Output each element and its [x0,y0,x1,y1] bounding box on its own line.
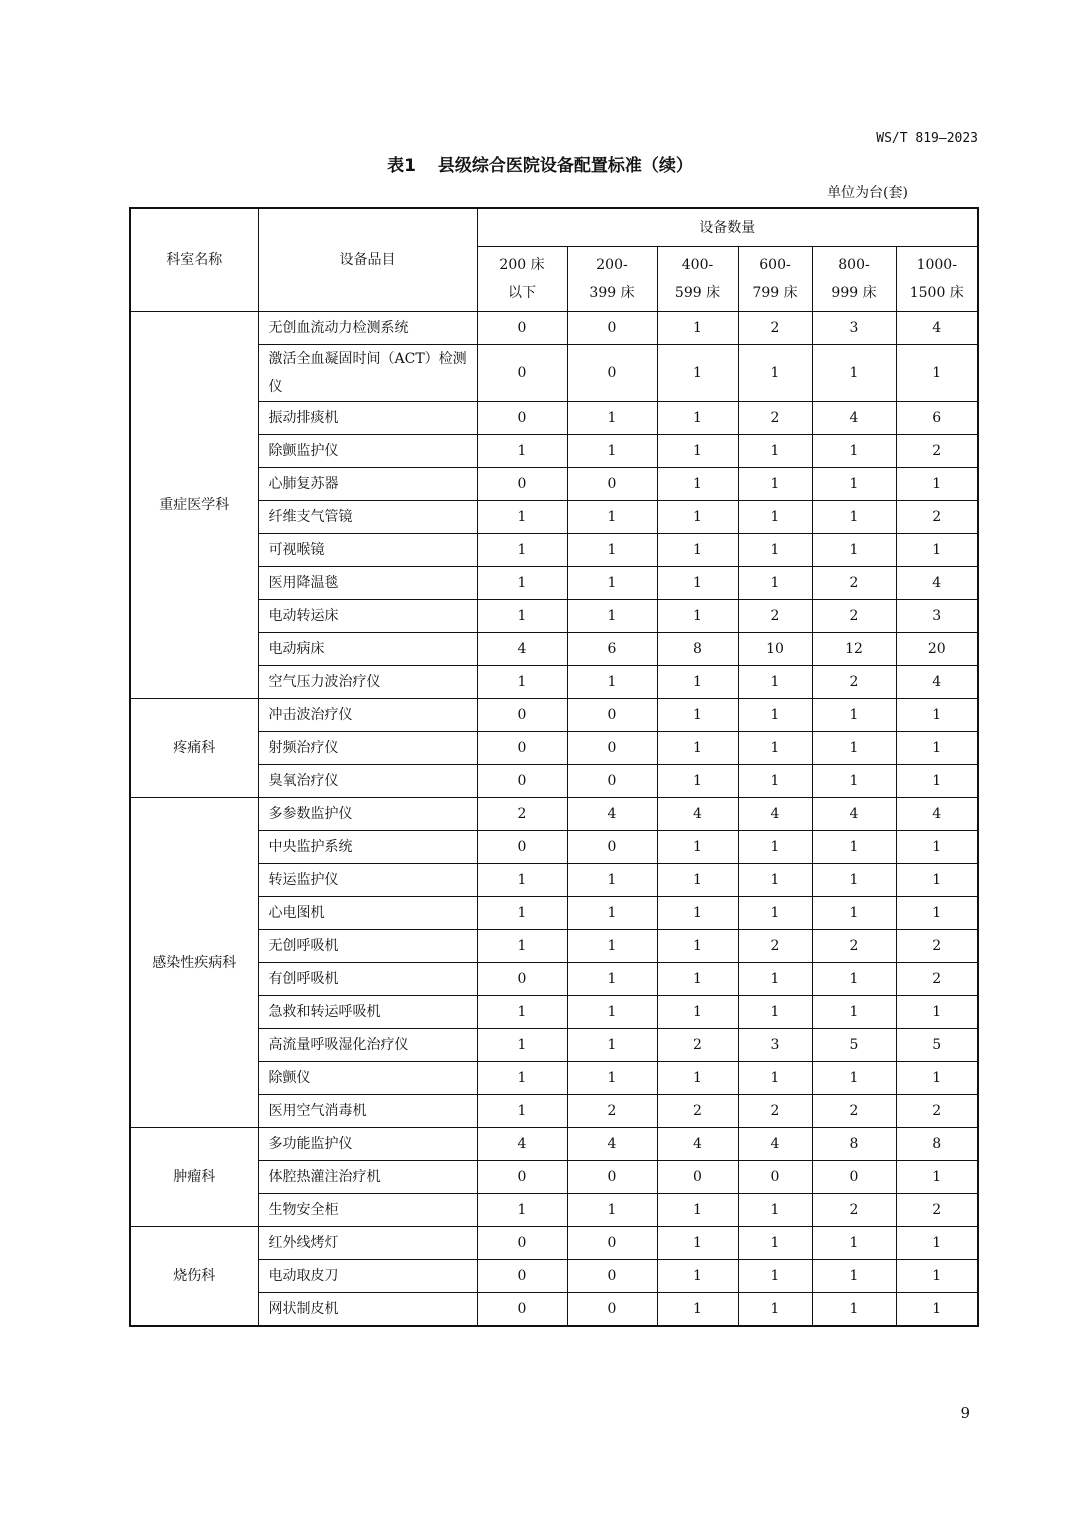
quantity-cell: 1 [567,534,657,567]
quantity-cell: 1 [738,534,812,567]
quantity-cell: 1 [567,501,657,534]
quantity-cell: 0 [477,732,567,765]
item-cell: 空气压力波治疗仪 [258,666,477,699]
quantity-cell: 0 [477,1161,567,1194]
quantity-cell: 1 [812,534,896,567]
table-row [130,864,978,897]
quantity-cell: 20 [896,633,978,666]
item-cell: 可视喉镜 [258,534,477,567]
quantity-cell: 8 [812,1128,896,1161]
quantity-cell: 0 [477,402,567,435]
quantity-cell: 2 [738,1095,812,1128]
quantity-cell: 5 [896,1029,978,1062]
quantity-cell: 1 [738,996,812,1029]
quantity-cell: 2 [738,930,812,963]
quantity-cell: 4 [477,1128,567,1161]
quantity-cell: 0 [738,1161,812,1194]
quantity-cell: 2 [896,930,978,963]
quantity-cell: 1 [896,534,978,567]
quantity-cell: 1 [477,501,567,534]
item-cell: 射频治疗仪 [258,732,477,765]
quantity-cell: 1 [896,831,978,864]
quantity-cell: 0 [477,963,567,996]
quantity-cell: 2 [738,600,812,633]
col-header-quantity: 设备数量 [477,208,978,247]
equipment-table [129,207,979,1327]
quantity-cell: 1 [657,435,738,468]
table-row [130,930,978,963]
quantity-cell: 8 [657,633,738,666]
quantity-cell: 1 [812,435,896,468]
quantity-cell: 1 [477,1062,567,1095]
quantity-cell: 4 [657,1128,738,1161]
table-row [130,1293,978,1327]
table-row [130,798,978,831]
quantity-cell: 3 [812,312,896,345]
bed-range-line1: 600- [759,257,791,273]
quantity-cell: 1 [896,996,978,1029]
quantity-cell: 1 [477,897,567,930]
table-row [130,345,978,402]
item-cell: 转运监护仪 [258,864,477,897]
quantity-cell: 1 [738,732,812,765]
quantity-cell: 1 [738,699,812,732]
quantity-cell: 1 [738,666,812,699]
quantity-cell: 2 [812,1095,896,1128]
department-cell: 烧伤科 [130,1227,258,1327]
bed-range-line2: 799 床 [752,285,798,301]
item-cell: 振动排痰机 [258,402,477,435]
bed-range-line2: 399 床 [589,285,635,301]
quantity-cell: 1 [738,864,812,897]
quantity-cell: 1 [896,1161,978,1194]
department-cell: 重症医学科 [130,312,258,699]
col-header-bed-range [657,247,738,312]
quantity-cell: 1 [812,699,896,732]
item-cell: 体腔热灌注治疗机 [258,1161,477,1194]
quantity-cell: 1 [657,600,738,633]
table-row [130,402,978,435]
quantity-cell: 1 [738,831,812,864]
quantity-cell: 1 [896,1062,978,1095]
quantity-cell: 1 [812,1293,896,1327]
quantity-cell: 8 [896,1128,978,1161]
quantity-cell: 1 [657,567,738,600]
quantity-cell: 1 [567,567,657,600]
quantity-cell: 3 [896,600,978,633]
table-row [130,312,978,345]
item-cell: 电动病床 [258,633,477,666]
quantity-cell: 0 [812,1161,896,1194]
quantity-cell: 1 [477,600,567,633]
quantity-cell: 1 [896,1227,978,1260]
standard-code: WS/T 819—2023 [876,131,978,146]
table-body [130,312,978,1327]
quantity-cell: 0 [567,765,657,798]
quantity-cell: 1 [812,345,896,402]
quantity-cell: 1 [738,435,812,468]
quantity-cell: 2 [567,1095,657,1128]
item-cell: 医用空气消毒机 [258,1095,477,1128]
quantity-cell: 1 [657,1062,738,1095]
quantity-cell: 2 [738,402,812,435]
quantity-cell: 4 [812,402,896,435]
table-row [130,468,978,501]
item-cell: 红外线烤灯 [258,1227,477,1260]
item-cell: 无创血流动力检测系统 [258,312,477,345]
quantity-cell: 1 [567,897,657,930]
bed-range-line1: 200- [596,257,628,273]
department-cell: 感染性疾病科 [130,798,258,1128]
quantity-cell: 1 [567,1062,657,1095]
bed-range-line1: 200 床 [499,257,545,273]
quantity-cell: 1 [657,345,738,402]
quantity-cell: 0 [567,699,657,732]
quantity-cell: 4 [477,633,567,666]
department-cell: 肿瘤科 [130,1128,258,1227]
col-header-bed-range [896,247,978,312]
bed-range-line2: 999 床 [831,285,877,301]
item-cell: 冲击波治疗仪 [258,699,477,732]
quantity-cell: 4 [738,798,812,831]
quantity-cell: 1 [657,402,738,435]
quantity-cell: 0 [567,1227,657,1260]
quantity-cell: 1 [812,1062,896,1095]
quantity-cell: 1 [657,930,738,963]
quantity-cell: 1 [738,765,812,798]
table-row [130,963,978,996]
quantity-cell: 1 [657,732,738,765]
quantity-cell: 2 [812,666,896,699]
quantity-cell: 1 [657,1260,738,1293]
quantity-cell: 1 [657,897,738,930]
table-row [130,699,978,732]
quantity-cell: 1 [896,897,978,930]
quantity-cell: 1 [657,864,738,897]
quantity-cell: 2 [812,567,896,600]
quantity-cell: 1 [812,732,896,765]
quantity-cell: 3 [738,1029,812,1062]
col-header-bed-range [812,247,896,312]
quantity-cell: 1 [738,567,812,600]
table-row [130,1161,978,1194]
item-cell: 激活全血凝固时间（ACT）检测仪 [258,345,477,402]
quantity-cell: 1 [657,831,738,864]
quantity-cell: 1 [567,1029,657,1062]
item-cell: 除颤仪 [258,1062,477,1095]
quantity-cell: 1 [567,600,657,633]
quantity-cell: 4 [657,798,738,831]
quantity-cell: 1 [738,1062,812,1095]
quantity-cell: 1 [896,732,978,765]
quantity-cell: 1 [896,699,978,732]
table-row [130,600,978,633]
quantity-cell: 5 [812,1029,896,1062]
item-cell: 网状制皮机 [258,1293,477,1327]
quantity-cell: 0 [477,831,567,864]
quantity-cell: 4 [567,798,657,831]
table-row [130,534,978,567]
quantity-cell: 1 [567,1194,657,1227]
table-row [130,435,978,468]
quantity-cell: 0 [477,1293,567,1327]
item-cell: 纤维支气管镜 [258,501,477,534]
table-row [130,1095,978,1128]
col-header-bed-range [567,247,657,312]
quantity-cell: 12 [812,633,896,666]
quantity-cell: 1 [477,567,567,600]
col-header-bed-range [738,247,812,312]
quantity-cell: 1 [812,1260,896,1293]
item-cell: 急救和转运呼吸机 [258,996,477,1029]
col-header-department: 科室名称 [130,208,258,312]
quantity-cell: 1 [896,765,978,798]
quantity-cell: 1 [896,1260,978,1293]
quantity-cell: 1 [738,1194,812,1227]
col-header-item: 设备品目 [258,208,477,312]
bed-range-line1: 1000- [916,257,957,273]
quantity-cell: 0 [477,1260,567,1293]
quantity-cell: 1 [657,765,738,798]
department-cell: 疼痛科 [130,699,258,798]
quantity-cell: 2 [657,1029,738,1062]
table-row [130,1128,978,1161]
item-cell: 电动取皮刀 [258,1260,477,1293]
quantity-cell: 1 [812,468,896,501]
quantity-cell: 1 [657,666,738,699]
quantity-cell: 1 [812,765,896,798]
bed-range-line1: 400- [681,257,714,273]
quantity-cell: 1 [477,1095,567,1128]
quantity-cell: 0 [567,312,657,345]
quantity-cell: 1 [477,930,567,963]
quantity-cell: 2 [812,930,896,963]
quantity-cell: 4 [896,567,978,600]
quantity-cell: 0 [567,831,657,864]
quantity-cell: 1 [567,963,657,996]
bed-range-line2: 599 床 [674,285,721,301]
bed-range-line1: 800- [838,257,870,273]
page-number: 9 [960,1404,970,1422]
quantity-cell: 4 [812,798,896,831]
item-cell: 臭氧治疗仪 [258,765,477,798]
quantity-cell: 1 [657,468,738,501]
quantity-cell: 1 [812,864,896,897]
table-row [130,1062,978,1095]
quantity-cell: 4 [567,1128,657,1161]
quantity-cell: 10 [738,633,812,666]
quantity-cell: 1 [477,435,567,468]
quantity-cell: 2 [812,600,896,633]
quantity-cell: 1 [657,996,738,1029]
quantity-cell: 1 [567,402,657,435]
quantity-cell: 1 [896,345,978,402]
table-row [130,567,978,600]
quantity-cell: 2 [896,501,978,534]
quantity-cell: 6 [896,402,978,435]
item-cell: 中央监护系统 [258,831,477,864]
quantity-cell: 0 [567,468,657,501]
table-row [130,1029,978,1062]
item-cell: 电动转运床 [258,600,477,633]
quantity-cell: 1 [738,963,812,996]
quantity-cell: 2 [812,1194,896,1227]
quantity-cell: 0 [477,765,567,798]
item-cell: 医用降温毯 [258,567,477,600]
quantity-cell: 1 [477,996,567,1029]
quantity-cell: 1 [657,1227,738,1260]
quantity-cell: 1 [738,1293,812,1327]
table-row [130,666,978,699]
quantity-cell: 1 [812,963,896,996]
quantity-cell: 0 [567,732,657,765]
quantity-cell: 1 [567,666,657,699]
item-cell: 生物安全柜 [258,1194,477,1227]
quantity-cell: 1 [738,1227,812,1260]
quantity-cell: 1 [812,831,896,864]
quantity-cell: 1 [657,1194,738,1227]
quantity-cell: 1 [738,897,812,930]
table-row [130,897,978,930]
item-cell: 有创呼吸机 [258,963,477,996]
bed-range-line2: 以下 [508,285,536,301]
quantity-cell: 0 [477,312,567,345]
quantity-cell: 0 [567,1161,657,1194]
quantity-cell: 1 [657,534,738,567]
quantity-cell: 4 [738,1128,812,1161]
table-row [130,501,978,534]
table-row [130,732,978,765]
item-cell: 心电图机 [258,897,477,930]
quantity-cell: 0 [567,345,657,402]
quantity-cell: 1 [812,501,896,534]
quantity-cell: 0 [477,468,567,501]
item-cell: 无创呼吸机 [258,930,477,963]
table-number: 表1 [387,156,416,176]
item-cell: 高流量呼吸湿化治疗仪 [258,1029,477,1062]
table-title-text: 县级综合医院设备配置标准（续） [437,156,693,176]
quantity-cell: 1 [657,1293,738,1327]
quantity-cell: 1 [477,1194,567,1227]
quantity-cell: 1 [477,864,567,897]
table-row [130,765,978,798]
quantity-cell: 6 [567,633,657,666]
quantity-cell: 1 [657,699,738,732]
quantity-cell: 1 [812,897,896,930]
quantity-cell: 2 [896,435,978,468]
unit-note: 单位为台(套) [827,185,908,201]
quantity-cell: 2 [477,798,567,831]
quantity-cell: 2 [896,963,978,996]
item-cell: 多功能监护仪 [258,1128,477,1161]
quantity-cell: 4 [896,798,978,831]
quantity-cell: 1 [738,468,812,501]
quantity-cell: 1 [812,1227,896,1260]
quantity-cell: 1 [477,1029,567,1062]
quantity-cell: 1 [896,468,978,501]
quantity-cell: 1 [657,963,738,996]
table-row [130,633,978,666]
table-row [130,996,978,1029]
item-cell: 除颤监护仪 [258,435,477,468]
quantity-cell: 2 [896,1095,978,1128]
quantity-cell: 0 [657,1161,738,1194]
table-row [130,1194,978,1227]
quantity-cell: 1 [896,1293,978,1327]
item-cell: 多参数监护仪 [258,798,477,831]
item-cell: 心肺复苏器 [258,468,477,501]
quantity-cell: 1 [567,930,657,963]
quantity-cell: 1 [567,435,657,468]
table-row [130,1227,978,1260]
quantity-cell: 1 [567,864,657,897]
quantity-cell: 1 [567,996,657,1029]
quantity-cell: 1 [812,996,896,1029]
quantity-cell: 2 [896,1194,978,1227]
quantity-cell: 2 [657,1095,738,1128]
quantity-cell: 1 [477,534,567,567]
bed-range-line2: 1500 床 [909,285,964,301]
col-header-bed-range [477,247,567,312]
quantity-cell: 2 [738,312,812,345]
quantity-cell: 0 [477,699,567,732]
quantity-cell: 4 [896,666,978,699]
quantity-cell: 1 [896,864,978,897]
quantity-cell: 0 [567,1260,657,1293]
quantity-cell: 4 [896,312,978,345]
table-title [0,152,1080,180]
quantity-cell: 0 [477,1227,567,1260]
quantity-cell: 1 [738,1260,812,1293]
header-row-1 [130,208,978,247]
table-row [130,831,978,864]
quantity-cell: 0 [477,345,567,402]
quantity-cell: 1 [738,345,812,402]
quantity-cell: 1 [657,312,738,345]
table-row [130,1260,978,1293]
quantity-cell: 1 [657,501,738,534]
quantity-cell: 0 [567,1293,657,1327]
quantity-cell: 1 [738,501,812,534]
quantity-cell: 1 [477,666,567,699]
